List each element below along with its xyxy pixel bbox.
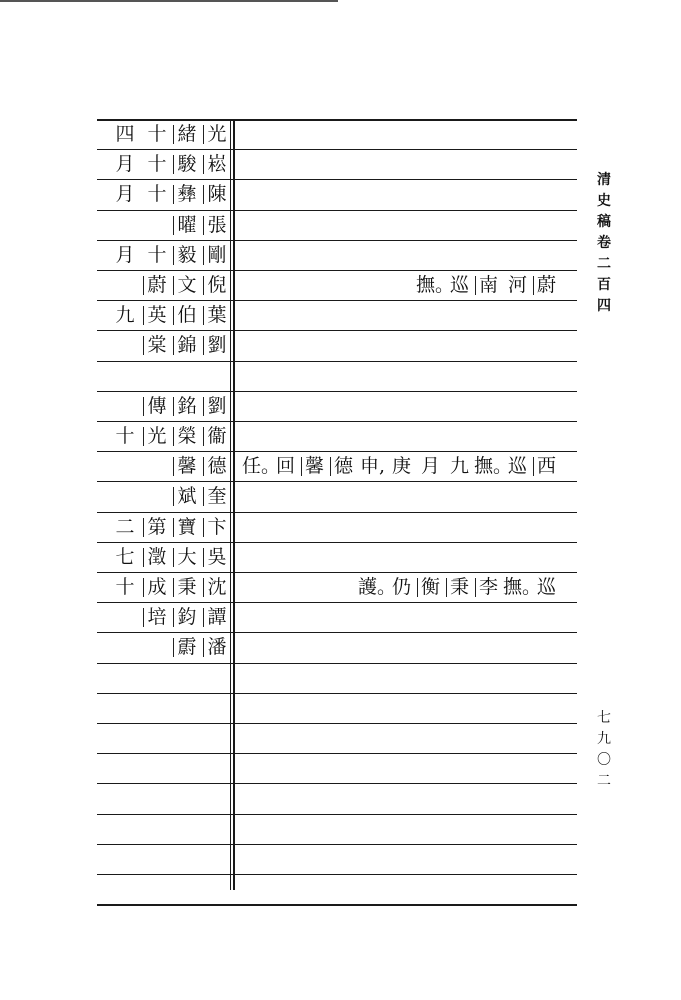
- name-cell: [97, 542, 232, 572]
- table-row: [97, 240, 577, 270]
- table-row: [97, 119, 577, 149]
- name-char: [110, 361, 140, 391]
- remark-char: 巡: [449, 274, 469, 296]
- name-char: 沈: [202, 572, 232, 602]
- name-char: 崧: [202, 149, 232, 179]
- name-char: [142, 210, 172, 240]
- remark-char: 德: [329, 451, 358, 481]
- remark-char: 南: [474, 270, 503, 300]
- name-cell: [97, 270, 232, 300]
- name-char: [110, 602, 140, 632]
- table-row: [97, 300, 577, 330]
- table-row: [97, 632, 577, 662]
- name-char: 十: [115, 576, 135, 598]
- name-char: [110, 270, 140, 300]
- table-row: [97, 330, 577, 360]
- name-char: 光: [142, 421, 172, 451]
- name-char: 十: [147, 123, 167, 145]
- remark-char: 馨: [300, 451, 329, 481]
- table-row: [97, 210, 577, 240]
- name-cell: [97, 481, 232, 511]
- name-char: 文: [172, 270, 202, 300]
- name-char: 七: [115, 546, 135, 568]
- name-char: 吳: [202, 542, 232, 572]
- name-cell: [97, 391, 232, 421]
- row-rule: [97, 693, 577, 694]
- row-rule: [97, 663, 577, 664]
- name-cell: [97, 179, 232, 209]
- name-cell: [97, 602, 232, 632]
- remark-char: 撫。: [503, 576, 542, 598]
- name-char: 秉: [172, 572, 202, 602]
- top-edge-rule: [0, 0, 338, 2]
- name-char: 九: [115, 304, 135, 326]
- page-number: [594, 708, 614, 792]
- remark-cell: [416, 270, 561, 300]
- remark-char: 巡: [536, 576, 556, 598]
- name-char: [142, 481, 172, 511]
- name-char: [202, 361, 232, 391]
- remark-char: 仍: [391, 576, 411, 598]
- row-rule: [97, 783, 577, 784]
- name-char: [110, 632, 140, 662]
- table-row: [97, 572, 577, 602]
- name-char: 德: [202, 451, 232, 481]
- remark-char: 月: [420, 455, 440, 477]
- name-char: 劉: [202, 391, 232, 421]
- table-row: [97, 179, 577, 209]
- name-char: 月: [115, 244, 135, 266]
- name-char: 伯: [172, 300, 202, 330]
- table-row: [97, 512, 577, 542]
- page-number-text: 七 九 〇 二: [597, 710, 611, 789]
- name-char: 斌: [172, 481, 202, 511]
- name-char: 第: [142, 512, 172, 542]
- name-char: 陳: [202, 179, 232, 209]
- remark-char: 李: [474, 572, 503, 602]
- row-rule: [97, 844, 577, 845]
- name-cell: [97, 361, 232, 391]
- name-char: [172, 361, 202, 391]
- remark-char: 庚: [391, 455, 411, 477]
- table-row: [97, 481, 577, 511]
- name-char: 卞: [202, 512, 232, 542]
- table-row: [97, 149, 577, 179]
- name-cell: [97, 210, 232, 240]
- name-cell: [97, 451, 232, 481]
- name-char: 馨: [172, 451, 202, 481]
- name-char: 奎: [202, 481, 232, 511]
- name-char: 棠: [142, 330, 172, 360]
- name-char: 毅: [172, 240, 202, 270]
- remark-char: 西: [532, 451, 561, 481]
- name-char: [142, 632, 172, 662]
- name-cell: [97, 300, 232, 330]
- name-char: 月: [115, 153, 135, 175]
- table-row: [97, 542, 577, 572]
- remark-char: 申,: [359, 455, 386, 477]
- remark-cell: [358, 572, 561, 602]
- name-char: 劉: [202, 330, 232, 360]
- row-rule: [97, 723, 577, 724]
- remark-char: 撫。: [474, 455, 513, 477]
- side-title: [594, 170, 614, 317]
- name-char: [110, 481, 140, 511]
- name-char: 鈞: [172, 602, 202, 632]
- remark-char: 蔚: [532, 270, 561, 300]
- name-char: 大: [172, 542, 202, 572]
- name-char: 緒: [172, 119, 202, 149]
- row-rule: [97, 904, 577, 906]
- name-cell: [97, 149, 232, 179]
- name-char: 榮: [172, 421, 202, 451]
- name-cell: [97, 421, 232, 451]
- name-char: [110, 391, 140, 421]
- name-char: 十: [147, 183, 167, 205]
- name-char: 傳: [142, 391, 172, 421]
- name-char: 駿: [172, 149, 202, 179]
- table-row: [97, 391, 577, 421]
- name-char: 倪: [202, 270, 232, 300]
- name-char: 剛: [202, 240, 232, 270]
- name-char: 張: [202, 210, 232, 240]
- table-row: [97, 602, 577, 632]
- remark-char: 護。: [358, 576, 397, 598]
- table-row: [97, 421, 577, 451]
- remark-char: 河: [507, 274, 527, 296]
- name-char: 霨: [172, 632, 202, 662]
- name-char: [110, 330, 140, 360]
- table-row: [97, 361, 577, 391]
- name-char: 月: [115, 183, 135, 205]
- name-char: 潘: [202, 632, 232, 662]
- name-char: 成: [142, 572, 172, 602]
- name-char: [110, 210, 140, 240]
- remark-char: 撫。: [416, 274, 455, 296]
- remark-char: 九: [449, 455, 469, 477]
- row-rule: [97, 874, 577, 875]
- name-char: 培: [142, 602, 172, 632]
- name-char: 光: [202, 119, 232, 149]
- name-cell: [97, 330, 232, 360]
- name-char: 十: [115, 425, 135, 447]
- name-char: 蔚: [142, 270, 172, 300]
- name-char: 英: [142, 300, 172, 330]
- name-char: [142, 361, 172, 391]
- name-cell: [97, 632, 232, 662]
- remark-char: 巡: [507, 455, 527, 477]
- name-char: 四: [115, 123, 135, 145]
- table-row: [97, 270, 577, 300]
- name-char: 二: [115, 516, 135, 538]
- remark-char: 秉: [445, 572, 474, 602]
- remark-char: 回: [275, 455, 295, 477]
- name-char: [142, 451, 172, 481]
- remark-char: 衡: [416, 572, 445, 602]
- table-row: [97, 451, 577, 481]
- row-rule: [97, 814, 577, 815]
- name-char: 十: [147, 153, 167, 175]
- name-char: 曜: [172, 210, 202, 240]
- name-cell: [97, 240, 232, 270]
- name-char: 銘: [172, 391, 202, 421]
- name-char: 衞: [202, 421, 232, 451]
- name-cell: [97, 572, 232, 602]
- side-title-text: 清 史 稿 卷 二 百 四: [597, 172, 611, 314]
- remark-cell: [242, 451, 561, 481]
- name-cell: [97, 119, 232, 149]
- name-cell: [97, 512, 232, 542]
- name-char: 譚: [202, 602, 232, 632]
- name-char: [110, 451, 140, 481]
- name-char: 彝: [172, 179, 202, 209]
- name-char: 寶: [172, 512, 202, 542]
- name-char: 葉: [202, 300, 232, 330]
- remark-char: 任。: [242, 455, 281, 477]
- name-char: 錦: [172, 330, 202, 360]
- name-char: 澂: [142, 542, 172, 572]
- row-rule: [97, 753, 577, 754]
- name-char: 十: [147, 244, 167, 266]
